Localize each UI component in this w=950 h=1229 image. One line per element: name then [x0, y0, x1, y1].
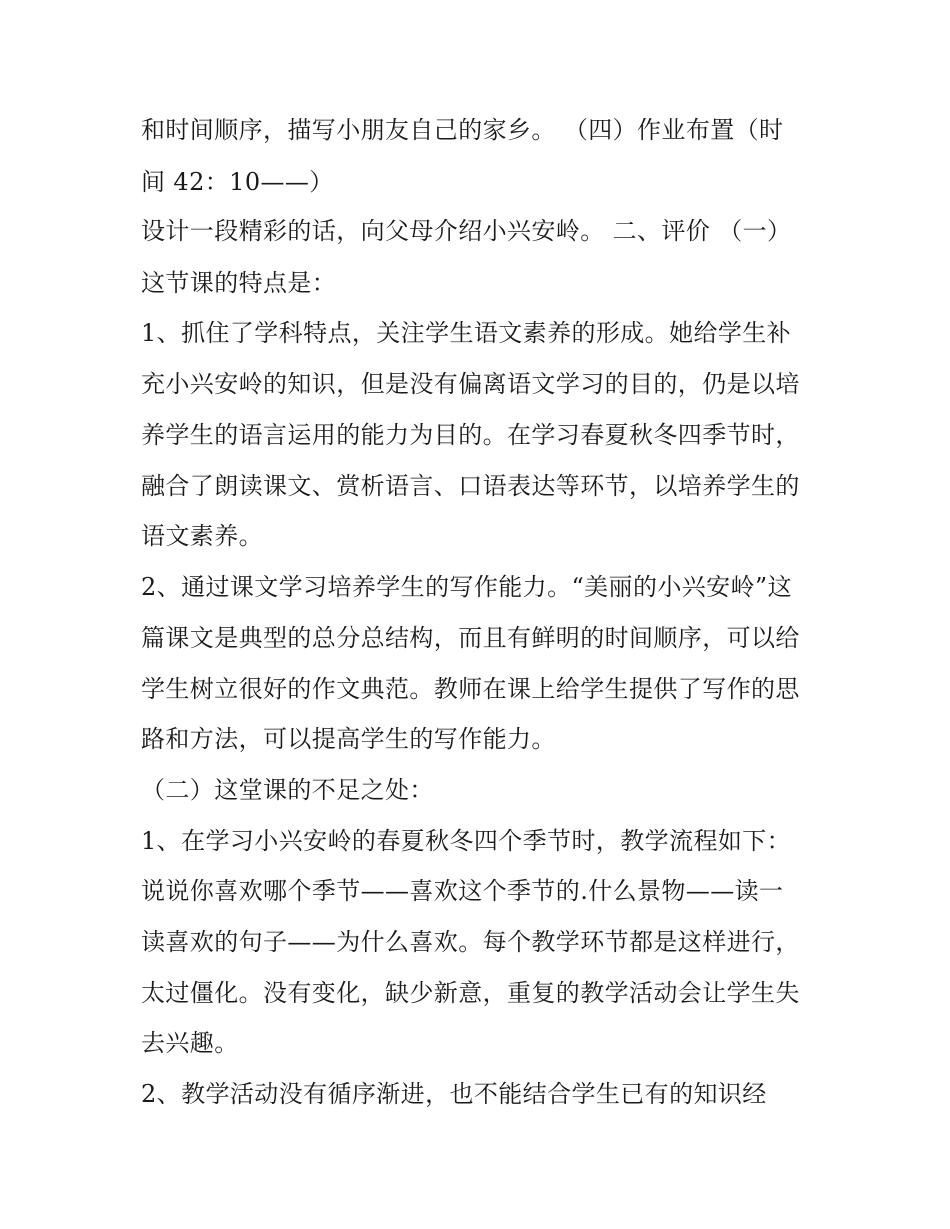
- text-line: 语文素养。: [141, 522, 263, 550]
- text-line: 充小兴安岭的知识，但是没有偏离语文学习的目的，仍是以培: [141, 370, 800, 398]
- text-line: 1、抓住了学科特点，关注学生语文素养的形成。她给学生补: [141, 319, 792, 347]
- text-line: 这节课的特点是：: [141, 269, 337, 297]
- text-line: 去兴趣。: [141, 1029, 239, 1057]
- text-line: 1、在学习小兴安岭的春夏秋冬四个季节时，教学流程如下：: [141, 827, 792, 855]
- text-line: 学生树立很好的作文典范。教师在课上给学生提供了写作的思: [141, 675, 800, 703]
- text-line: 2、教学活动没有循序渐进，也不能结合学生已有的知识经: [141, 1080, 767, 1108]
- text-line: 太过僵化。没有变化，缺少新意，重复的教学活动会让学生失: [141, 979, 800, 1007]
- text-line: 说说你喜欢哪个季节——喜欢这个季节的.什么景物——读一: [141, 877, 784, 905]
- text-line: 2、通过课文学习培养学生的写作能力。“美丽的小兴安岭”这: [141, 573, 793, 601]
- text-line: 融合了朗读课文、赏析语言、口语表达等环节，以培养学生的: [141, 472, 800, 500]
- text-line: 路和方法，可以提高学生的写作能力。: [141, 725, 556, 753]
- text-line: 设计一段精彩的话，向父母介绍小兴安岭。 二、评价 （一）: [141, 217, 792, 245]
- text-line: 和时间顺序，描写小朋友自己的家乡。 （四）作业布置（时: [141, 116, 784, 144]
- text-line: 间 42：10——）: [141, 168, 334, 196]
- text-line: （二）这堂课的不足之处：: [141, 776, 434, 804]
- text-line: 读喜欢的句子——为什么喜欢。每个教学环节都是这样进行，: [141, 928, 800, 956]
- text-line: 篇课文是典型的总分总结构，而且有鲜明的时间顺序，可以给: [141, 624, 800, 652]
- text-line: 养学生的语言运用的能力为目的。在学习春夏秋冬四季节时，: [141, 421, 800, 449]
